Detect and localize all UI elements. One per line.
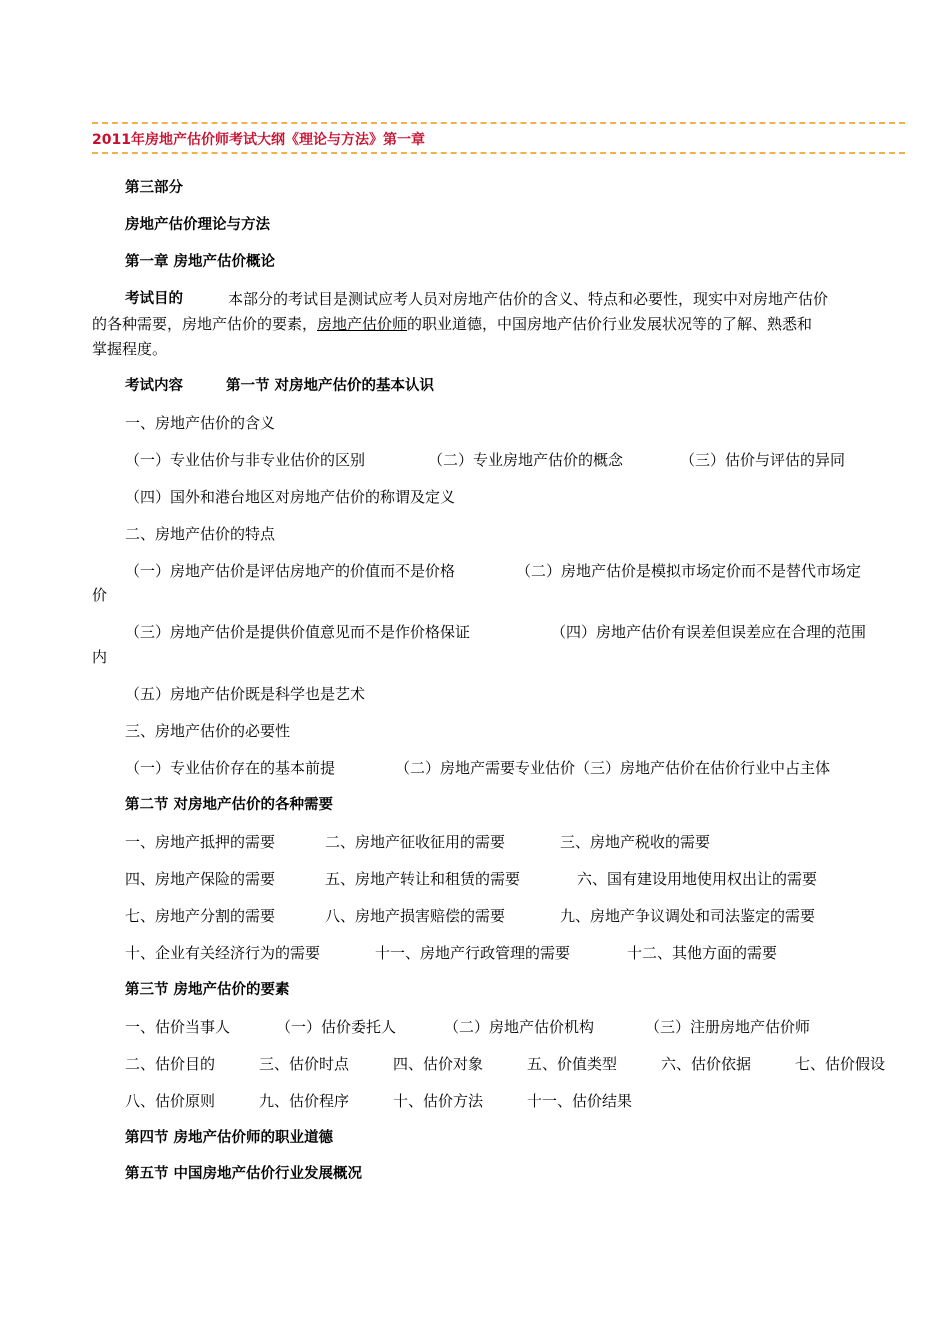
s1-3-sub-2: （二）房地产需要专业估价（三）房地产估价在估价行业中占主体 xyxy=(395,759,831,777)
s3-item: 三、估价时点 xyxy=(259,1055,350,1073)
purpose-text-2a: 的各种需要，房地产估价的要素， xyxy=(92,315,318,333)
s1-2-sub-2: （二）房地产估价是模拟市场定价而不是替代市场定 xyxy=(516,562,862,580)
s3-item: （一）估价委托人 xyxy=(276,1018,397,1036)
part-title: 房地产估价理论与方法 xyxy=(125,217,270,233)
s2-item: 五、房地产转让和租赁的需要 xyxy=(325,870,521,888)
s3-item: 一、估价当事人 xyxy=(125,1018,231,1036)
s3-item: （三）注册房地产估价师 xyxy=(645,1018,811,1036)
section-1-heading: 第一节 对房地产估价的基本认识 xyxy=(226,378,435,394)
s2-item: 十一、房地产行政管理的需要 xyxy=(375,944,571,962)
s1-item-2: 二、房地产估价的特点 xyxy=(125,525,276,543)
s2-item: 十二、其他方面的需要 xyxy=(627,944,778,962)
s3-item: 六、估价依据 xyxy=(661,1055,752,1073)
s2-item: 一、房地产抵押的需要 xyxy=(125,833,276,851)
s3-item: 八、估价原则 xyxy=(125,1092,216,1110)
s1-sub-2: （二）专业房地产估价的概念 xyxy=(428,451,624,469)
document-title[interactable]: 2011年房地产估价师考试大纲《理论与方法》第一章 xyxy=(92,132,425,148)
content-label: 考试内容 xyxy=(125,378,183,394)
s1-3-sub-1: （一）专业估价存在的基本前提 xyxy=(125,759,336,777)
purpose-text-line-2 xyxy=(92,313,812,335)
s1-item-3: 三、房地产估价的必要性 xyxy=(125,722,291,740)
section-3-heading: 第三节 房地产估价的要素 xyxy=(125,982,290,998)
s1-2-sub-3: （三）房地产估价是提供价值意见而不是作价格保证 xyxy=(125,623,471,641)
s1-sub-4: （四）国外和港台地区对房地产估价的称谓及定义 xyxy=(125,488,456,506)
purpose-text-line-3: 掌握程度。 xyxy=(92,340,168,358)
s1-2-sub-1: （一）房地产估价是评估房地产的价值而不是价格 xyxy=(125,562,456,580)
s2-item: 十、企业有关经济行为的需要 xyxy=(125,944,321,962)
s3-item: 十一、估价结果 xyxy=(527,1092,633,1110)
title-banner xyxy=(92,122,905,154)
section-2-heading: 第二节 对房地产估价的各种需要 xyxy=(125,797,334,813)
s2-item: 三、房地产税收的需要 xyxy=(560,833,711,851)
appraiser-link[interactable]: 房地产估价师 xyxy=(317,315,408,333)
s3-item: 五、价值类型 xyxy=(527,1055,618,1073)
s1-2-sub-4-tail: 内 xyxy=(92,648,108,666)
s1-sub-1: （一）专业估价与非专业估价的区别 xyxy=(125,451,366,469)
s3-item: 二、估价目的 xyxy=(125,1055,216,1073)
section-5-heading: 第五节 中国房地产估价行业发展概况 xyxy=(125,1166,363,1182)
s2-item: 九、房地产争议调处和司法鉴定的需要 xyxy=(560,907,816,925)
section-4-heading: 第四节 房地产估价师的职业道德 xyxy=(125,1130,334,1146)
s2-item: 二、房地产征收征用的需要 xyxy=(325,833,506,851)
s3-item: （二）房地产估价机构 xyxy=(444,1018,595,1036)
chapter-heading: 第一章 房地产估价概论 xyxy=(125,254,276,270)
s3-item: 四、估价对象 xyxy=(393,1055,484,1073)
s2-item: 四、房地产保险的需要 xyxy=(125,870,276,888)
s1-2-sub-4: （四）房地产估价有误差但误差应在合理的范围 xyxy=(551,623,867,641)
s1-2-sub-5: （五）房地产估价既是科学也是艺术 xyxy=(125,685,366,703)
s3-item: 九、估价程序 xyxy=(259,1092,350,1110)
s2-item: 七、房地产分割的需要 xyxy=(125,907,276,925)
purpose-label: 考试目的 xyxy=(125,291,183,307)
s2-item: 六、国有建设用地使用权出让的需要 xyxy=(577,870,818,888)
s1-sub-3: （三）估价与评估的异同 xyxy=(680,451,846,469)
s3-item: 七、估价假设 xyxy=(795,1055,886,1073)
s1-item-1: 一、房地产估价的含义 xyxy=(125,414,276,432)
s2-item: 八、房地产损害赔偿的需要 xyxy=(325,907,506,925)
s3-item: 十、估价方法 xyxy=(393,1092,484,1110)
purpose-text-2b: 的职业道德，中国房地产估价行业发展状况等的了解、熟悉和 xyxy=(407,315,813,333)
s1-2-sub-2-tail: 价 xyxy=(92,586,108,604)
purpose-text-line-1: 本部分的考试目是测试应考人员对房地产估价的含义、特点和必要性，现实中对房地产估价 xyxy=(228,290,829,308)
part-heading: 第三部分 xyxy=(125,180,183,196)
